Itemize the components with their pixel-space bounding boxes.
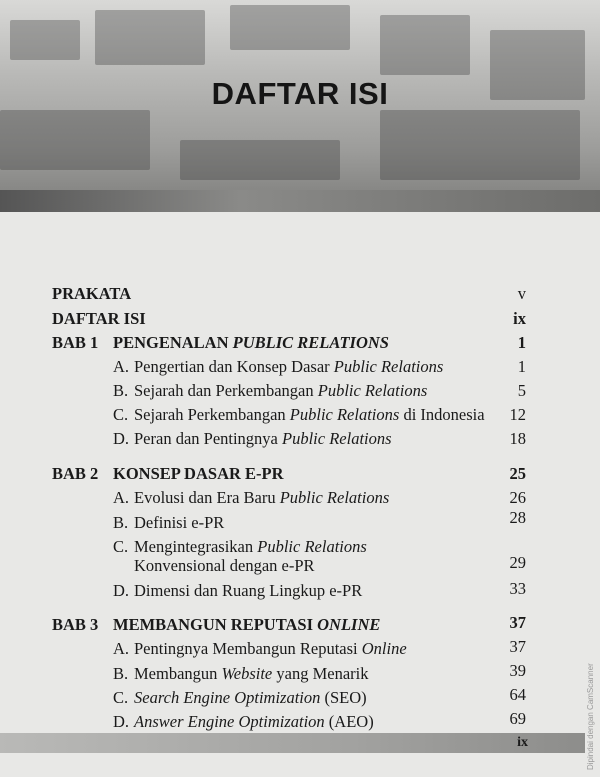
item-letter: B. xyxy=(113,664,129,683)
item-page: 18 xyxy=(509,429,526,448)
chapter-page: 1 xyxy=(517,333,526,352)
toc-item[interactable]: Peran dan Pentingnya Public Relations xyxy=(134,429,392,448)
chapter-page: 25 xyxy=(509,464,526,483)
toc-item[interactable]: Sejarah Perkembangan Public Relations di Indonesia xyxy=(134,405,485,424)
toc-label: PRAKATA xyxy=(52,284,132,303)
chapter-number: BAB 1 xyxy=(52,333,99,352)
item-letter: C. xyxy=(113,405,129,424)
toc-item[interactable]: Pengertian dan Konsep Dasar Public Relations xyxy=(134,357,444,376)
item-letter: D. xyxy=(113,429,130,448)
toc-item-line2[interactable]: Konvensional dengan e-PR xyxy=(134,556,315,575)
toc-item[interactable]: Pentingnya Membangun Reputasi Online xyxy=(134,639,407,658)
toc-item[interactable]: Mengintegrasikan Public Relations xyxy=(134,537,367,556)
toc-daftar-isi[interactable] xyxy=(52,308,146,330)
item-letter: B. xyxy=(113,381,129,400)
toc-item[interactable]: Answer Engine Optimization (AEO) xyxy=(134,712,374,731)
toc-item[interactable]: Search Engine Optimization (SEO) xyxy=(134,688,367,707)
item-letter: C. xyxy=(113,688,129,707)
item-page: 12 xyxy=(509,405,526,424)
item-letter: C. xyxy=(113,537,129,556)
toc-page: ix xyxy=(513,309,526,328)
item-page: 69 xyxy=(509,709,526,728)
item-letter: A. xyxy=(113,357,130,376)
item-page: 28 xyxy=(509,508,526,527)
item-page: 33 xyxy=(509,579,526,598)
toc-item[interactable]: Definisi e-PR xyxy=(134,513,225,532)
toc-item[interactable]: Dimensi dan Ruang Lingkup e-PR xyxy=(134,581,363,600)
item-page: 5 xyxy=(517,381,526,400)
chapter-title[interactable]: KONSEP DASAR E-PR xyxy=(113,464,284,483)
toc-item[interactable]: Sejarah dan Perkembangan Public Relations xyxy=(134,381,428,400)
item-page: 29 xyxy=(509,553,526,572)
page-title: DAFTAR ISI xyxy=(211,76,389,111)
chapter-number: BAB 2 xyxy=(52,464,99,483)
item-page: 26 xyxy=(509,488,526,507)
item-page: 64 xyxy=(509,685,526,704)
toc-item[interactable]: Evolusi dan Era Baru Public Relations xyxy=(134,488,390,507)
item-page: 1 xyxy=(517,357,526,376)
toc-label: DAFTAR ISI xyxy=(52,309,146,328)
footer-page-number: ix xyxy=(517,735,528,750)
toc-page: v xyxy=(517,284,526,303)
toc-item[interactable]: Membangun Website yang Menarik xyxy=(134,664,369,683)
item-letter: A. xyxy=(113,488,130,507)
item-letter: D. xyxy=(113,581,130,600)
item-letter: A. xyxy=(113,639,130,658)
item-letter: D. xyxy=(113,712,130,731)
item-page: 37 xyxy=(509,637,526,656)
item-page: 39 xyxy=(509,661,526,680)
chapter-number: BAB 3 xyxy=(52,615,99,634)
chapter-title[interactable]: MEMBANGUN REPUTASI ONLINE xyxy=(113,615,381,634)
toc-prakata[interactable] xyxy=(52,283,131,305)
chapter-page: 37 xyxy=(509,613,526,632)
chapter-title[interactable]: PENGENALAN PUBLIC RELATIONS xyxy=(113,333,389,352)
item-letter: B. xyxy=(113,513,129,532)
scanner-watermark: Dipindai dengan CamScanner xyxy=(586,663,595,770)
footer-band xyxy=(0,733,585,753)
